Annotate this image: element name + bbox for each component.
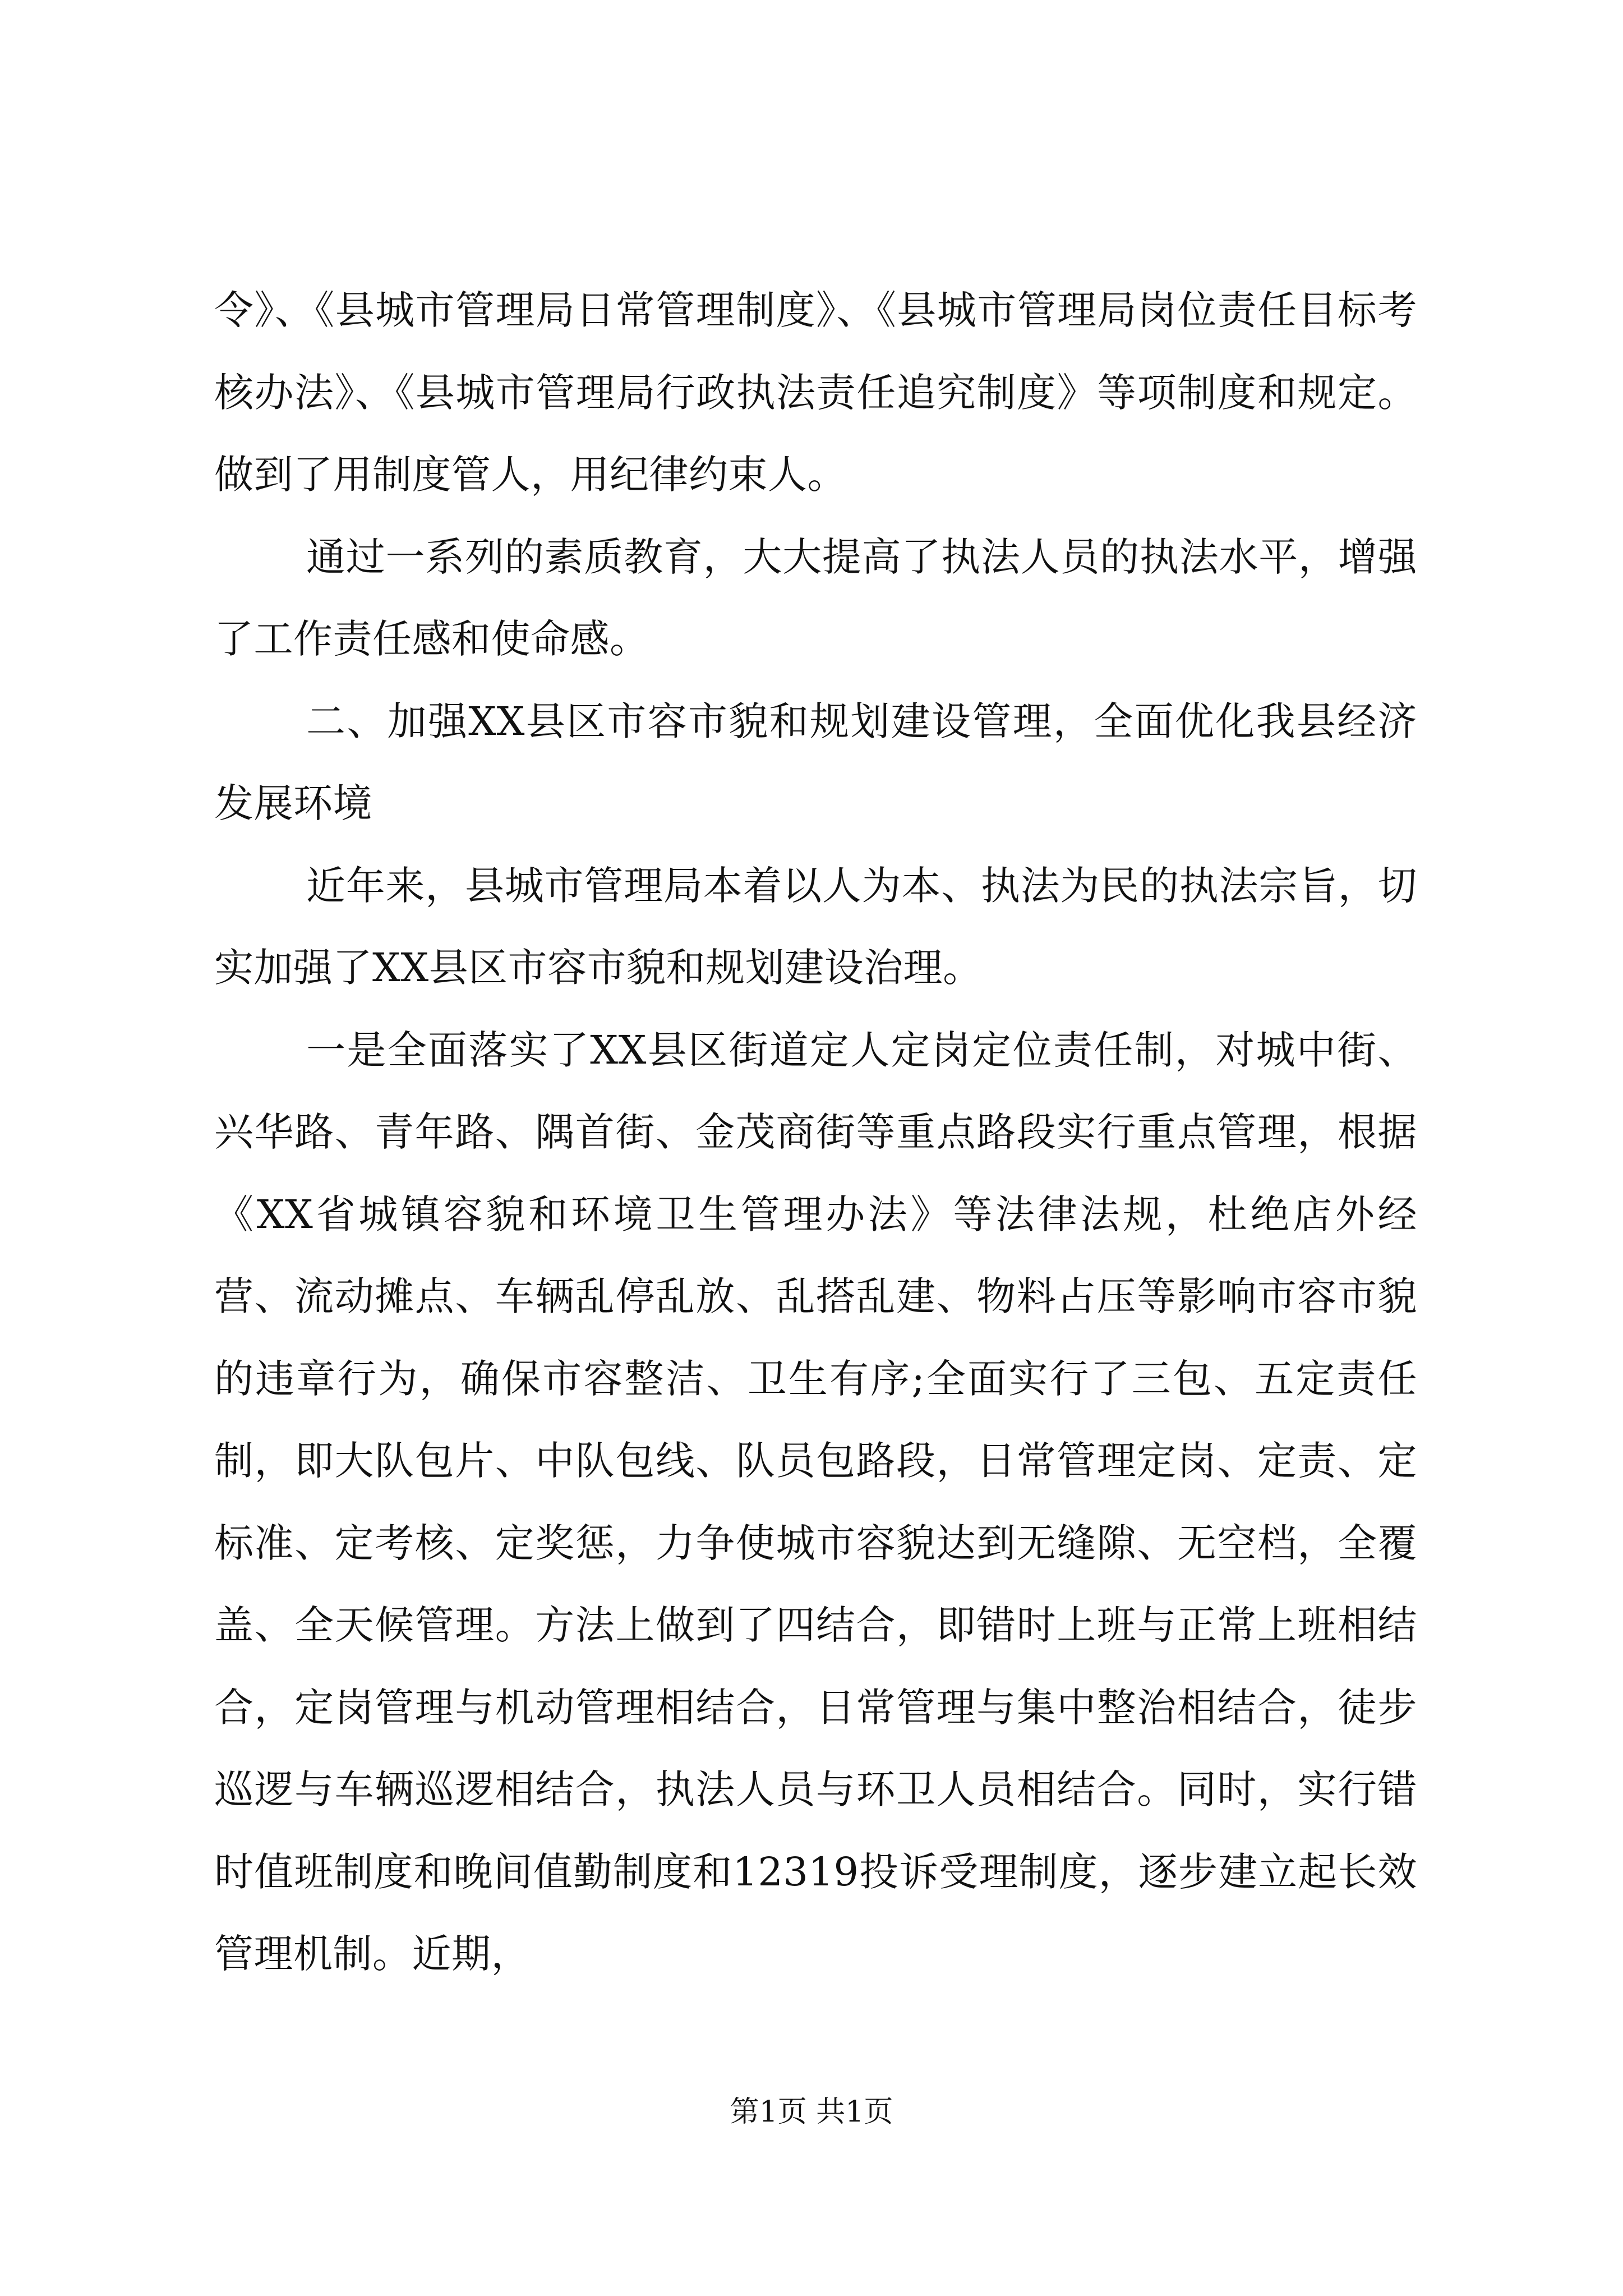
section-heading-two: 二、加强XX县区市容市貌和规划建设管理，全面优化我县经济发展环境 xyxy=(214,698,1417,826)
page-footer: 第1页 共1页 xyxy=(730,2095,893,2129)
paragraph-regulations-continued: 令》、《县城市管理局日常管理制度》、《县城市管理局岗位责任目标考核办法》、《县城市管理局行政执法责任追究制度》等项制度和规定。做到了用制度管人，用纪律约束人。 xyxy=(214,287,1417,498)
paragraph-measures: 一是全面落实了XX县区街道定人定岗定位责任制，对城中街、兴华路、青年路、隅首街、金茂商街等重点路段实行重点管理，根据《XX省城镇容貌和环境卫生管理办法》等法律法规，杜绝店外经营、流动摊点、车辆乱停乱放、乱搭乱建、物料占压等影响市容市貌的违章行为，确保市容整洁、卫生有序;全面实行了三包、五定责任制，即大队包片、中队包线、队员包路段，日常管理定岗、定责、定标准、定考核、定奖惩，力争使城市容貌达到无缝隙、无空档，全覆盖、全天候管理。方法上做到了四结合，即错时上班与正常上班相结合，定岗管理与机动管理相结合，日常管理与集中整治相结合，徒步巡逻与车辆巡逻相结合，执法人员与环卫人员相结合。同时，实行错时值班制度和晚间值勤制度和12319投诉受理制度，逐步建立起长效管理机制。近期， xyxy=(214,1027,1417,1977)
document-body xyxy=(214,269,1417,1995)
paragraph-recent-years: 近年来，县城市管理局本着以人为本、执法为民的执法宗旨，切实加强了XX县区市容市貌和规划建设治理。 xyxy=(214,862,1417,991)
paragraph-quality-education: 通过一系列的素质教育，大大提高了执法人员的执法水平，增强了工作责任感和使命感。 xyxy=(214,533,1417,662)
